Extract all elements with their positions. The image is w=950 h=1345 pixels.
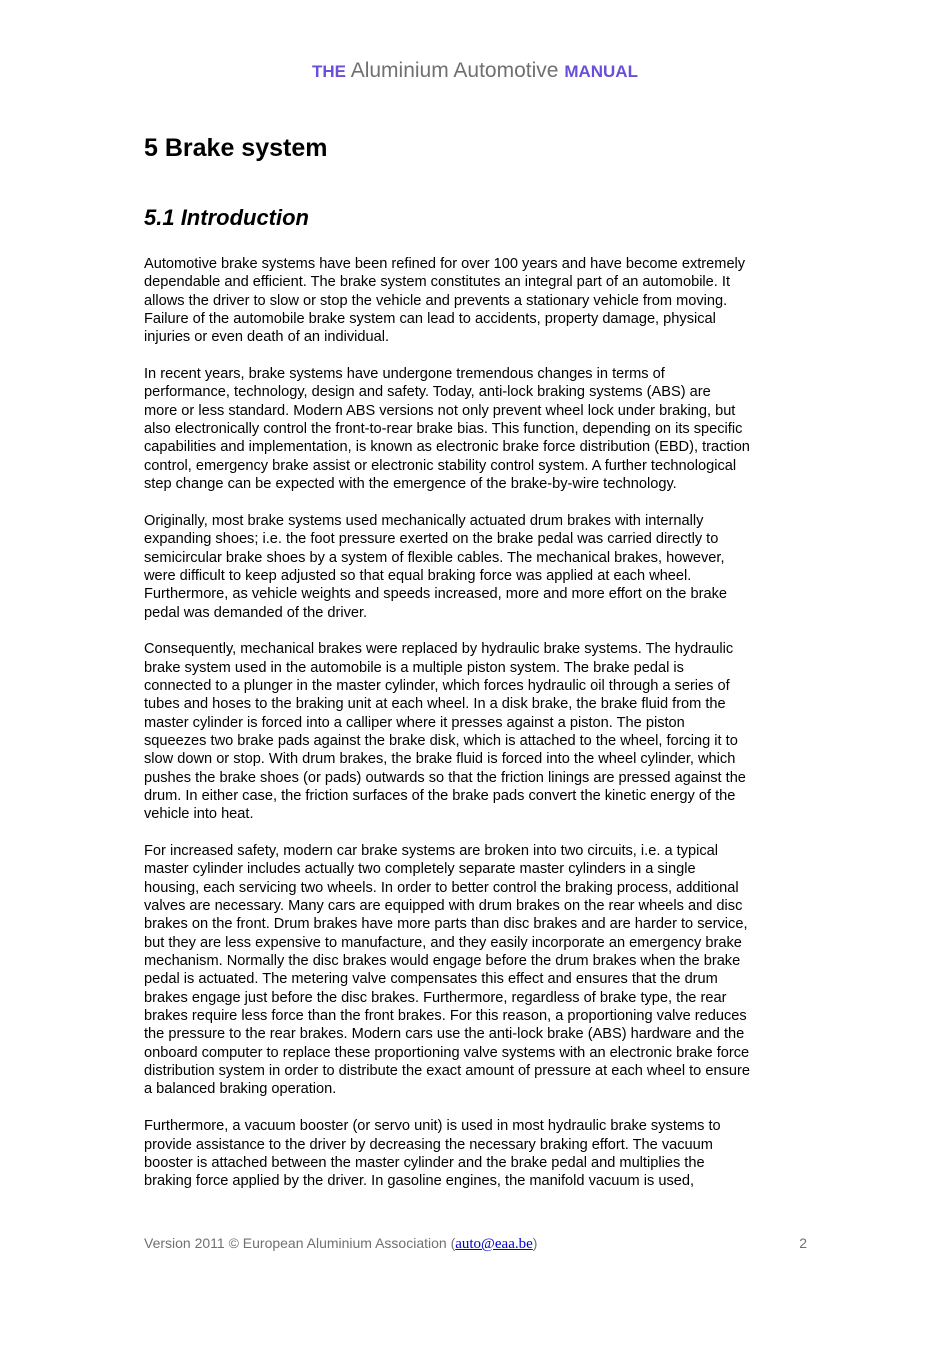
header-title: Aluminium Automotive [350,59,559,82]
text-line: brake system used in the automobile is a multiple piston system. The brake pedal is [144,659,684,676]
page-footer [144,1235,807,1253]
text-line: more or less standard. Modern ABS versions not only prevent wheel lock under braking, but [144,402,736,419]
text-line: housing, each servicing two wheels. In order to better control the braking process, additional [144,879,739,896]
header-the: THE [312,62,347,81]
text-line: Automotive brake systems have been refined for over 100 years and have become extremely [144,256,746,272]
body-text [144,255,824,1209]
text-line: Originally, most brake systems used mechanically actuated drum brakes with internally [144,512,704,529]
paragraph [144,1117,824,1190]
text-line: injuries or even death of an individual. [144,329,390,346]
text-line: dependable and efficient. The brake system constitutes an integral part of an automobile. It [144,274,731,291]
text-line: semicircular brake shoes by a system of flexible cables. The mechanical brakes, however, [144,549,725,566]
text-line: pushes the brake shoes (or pads) outwards so that the friction linings are pressed against the [144,769,746,786]
text-line: Failure of the automobile brake system can lead to accidents, property damage, physical [144,311,716,328]
paragraph [144,842,824,1099]
running-header [0,59,950,83]
text-line: drum. In either case, the friction surfaces of the brake pads convert the kinetic energy of the [144,787,736,804]
text-line: valves are necessary. Many cars are equipped with drum brakes on the rear wheels and disc [144,898,743,915]
text-line: vehicle into heat. [144,806,254,823]
text-line: distribution system in order to distribute the exact amount of pressure at each wheel to ensure [144,1063,750,1080]
paragraph [144,640,824,823]
text-line: pedal is actuated. The metering valve compensates this effect and ensures that the drum [144,971,718,988]
section-title: 5.1 Introduction [144,205,309,230]
text-line: performance, technology, design and safety. Today, anti-lock braking systems (ABS) are [144,384,711,401]
page-number: 2 [799,1235,807,1251]
text-line: squeezes two brake pads against the brake disk, which is attached to the wheel, forcing it to [144,732,738,749]
text-line: the pressure to the rear brakes. Modern cars use the anti-lock brake (ABS) hardware and the [144,1026,745,1043]
text-line: For increased safety, modern car brake systems are broken into two circuits, i.e. a typical [144,843,718,859]
text-line: brakes on the front. Drum brakes have more parts than disc brakes and are harder to service, [144,916,748,933]
text-line: slow down or stop. With drum brakes, the brake fluid is forced into the wheel cylinder, which [144,751,736,768]
text-line: master cylinder is forced into a calliper where it presses against a piston. The piston [144,714,685,731]
text-line: braking force applied by the driver. In gasoline engines, the manifold vacuum is used, [144,1173,695,1190]
paragraph [144,512,824,622]
text-line: brakes engage just before the disc brakes. Furthermore, regardless of brake type, the rear [144,989,727,1006]
text-line: In recent years, brake systems have undergone tremendous changes in terms of [144,366,665,383]
paragraph [144,365,824,493]
text-line: control, emergency brake assist or electronic stability control system. A further technological [144,457,737,474]
text-line: onboard computer to replace these proportioning valve systems with an electronic brake force [144,1044,750,1061]
footer-text: Version 2011 © European Aluminium Association ( [144,1235,456,1251]
text-line: Furthermore, as vehicle weights and speeds increased, more and more effort on the brake [144,586,727,603]
text-line: expanding shoes; i.e. the foot pressure exerted on the brake pedal was carried directly to [144,531,719,548]
text-line: but they are less expensive to manufacture, and they easily incorporate an emergency brake [144,934,742,951]
text-line: capabilities and implementation, is known as electronic brake force distribution (EBD), traction [144,439,750,456]
paragraph [144,255,824,347]
text-line: step change can be expected with the emergence of the brake-by-wire technology. [144,476,677,493]
text-line: brakes require less force than the front brakes. For this reason, a proportioning valve reduces [144,1008,747,1025]
text-line: also electronically control the front-to-rear brake bias. This function, depending on its specific [144,421,743,438]
text-line: booster is attached between the master cylinder and the brake pedal and multiplies the [144,1154,705,1171]
header-manual: MANUAL [564,62,638,81]
text-line: pedal was demanded of the driver. [144,604,368,621]
text-line: provide assistance to the driver by decreasing the necessary braking effort. The vacuum [144,1136,713,1153]
text-line: master cylinder includes actually two completely separate master cylinders in a single [144,861,696,878]
chapter-title: 5 Brake system [144,134,328,162]
text-line: mechanism. Normally the disc brakes would engage before the drum brakes when the brake [144,953,741,970]
text-line: Consequently, mechanical brakes were replaced by hydraulic brake systems. The hydraulic [144,641,734,658]
email-link[interactable]: auto@eaa.be [455,1236,533,1252]
text-line: were difficult to keep adjusted so that equal braking force was applied at each wheel. [144,567,692,584]
footer-close: ) [532,1235,538,1251]
text-line: tubes and hoses to the braking unit at each wheel. In a disk brake, the brake fluid from the [144,696,726,713]
text-line: a balanced braking operation. [144,1081,337,1098]
text-line: allows the driver to slow or stop the vehicle and prevents a stationary vehicle from moving. [144,292,728,309]
text-line: Furthermore, a vacuum booster (or servo unit) is used in most hydraulic brake systems to [144,1118,721,1135]
text-line: connected to a plunger in the master cylinder, which forces hydraulic oil through a series of [144,677,730,694]
